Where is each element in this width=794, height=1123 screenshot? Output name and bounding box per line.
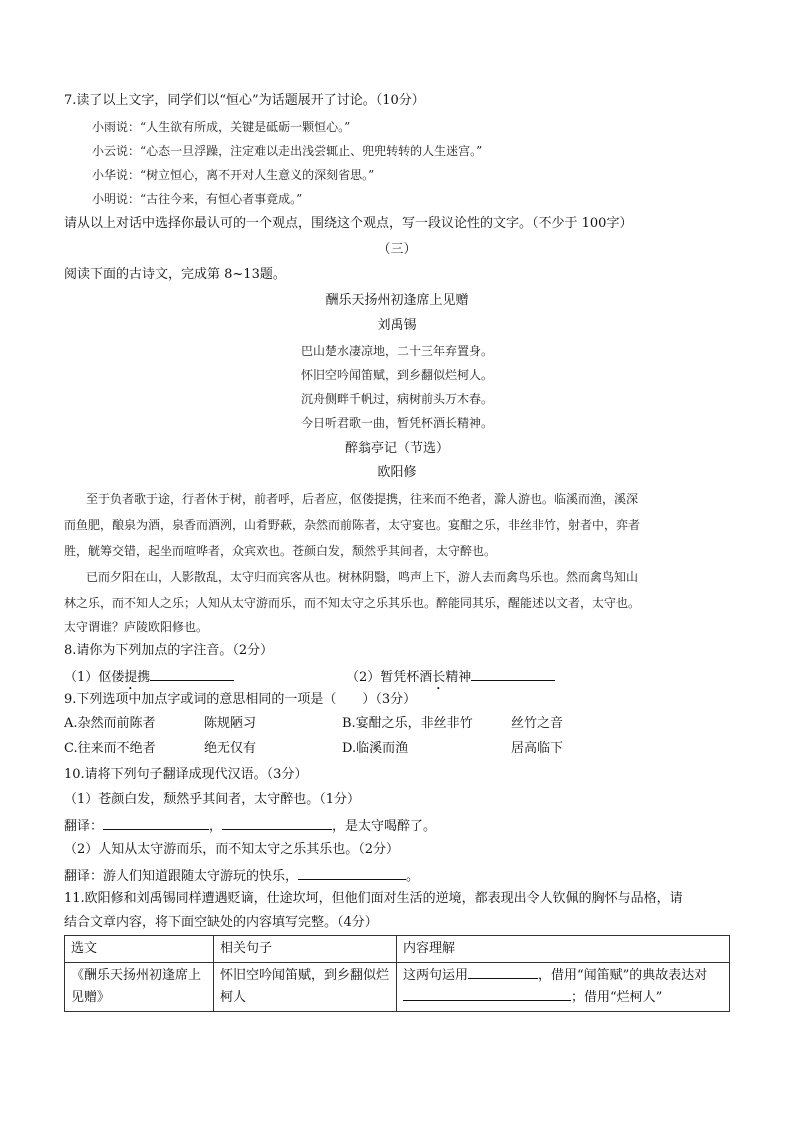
q11-table-row: [65, 963, 730, 1012]
q8-item1-suffix: 携: [137, 670, 151, 685]
q10-translation-1: [64, 816, 436, 836]
q11-header-sentence: 相关句子: [214, 936, 397, 963]
poem-line-1: 巴山楚水凄凉地，二十三年弃置身。: [300, 344, 493, 358]
q10-translation-2-label: 翻译：游人们知道跟随太守游玩的快乐，: [64, 869, 299, 884]
q11-answer-blank-2[interactable]: [403, 987, 571, 1001]
q11-row1-selection: 《酬乐天扬州初逢席上见赠》: [65, 963, 214, 1012]
q9-option-b-compare: 丝竹之音: [511, 716, 564, 731]
q10-sentence-1: （1）苍颜白发，颓然乎其间者，太守醉也。（1分）: [64, 792, 361, 807]
q10-stem: 10.请将下列句子翻译成现代汉语。（3分）: [64, 767, 308, 782]
q11-row1-text-b: ，借用“闻笛赋”的典故表达对: [538, 968, 708, 983]
q8-item-2: [346, 667, 555, 693]
prose-title: 醉翁亭记（节选）: [344, 441, 449, 456]
q9-option-a[interactable]: A.杂然而前陈者: [64, 716, 156, 731]
q10-translation-2-tail: 。: [406, 869, 420, 884]
q9-option-b[interactable]: B.宴酣之乐，非丝非竹: [342, 716, 473, 731]
q8-item2-prefix: （2）暂凭杯酒: [346, 670, 433, 685]
q8-item1-prefix: （1）伛偻: [64, 670, 125, 685]
q7-instruction: 请从以上对话中选择你最认可的一个观点，围绕这个观点，写一段议论性的文字。（不少于 100字）: [64, 216, 633, 231]
q11-row1-text-a: 这两句运用: [403, 968, 469, 983]
q10-answer-blank-1a[interactable]: [103, 816, 209, 830]
q11-answer-blank-1[interactable]: [468, 965, 538, 979]
q7-dialogue-4: 小明说：“古往今来，有恒心者事竟成。”: [92, 192, 303, 206]
q11-table-header-row: [65, 936, 730, 963]
q10-translation-1-comma: ，: [209, 819, 223, 834]
q11-row1-understanding: [397, 963, 730, 1012]
prose-author: 欧阳修: [377, 465, 417, 480]
q10-answer-blank-2[interactable]: [298, 866, 406, 880]
q11-header-selection: 选文: [65, 936, 214, 963]
q11-stem-line-1: 11.欧阳修和刘禹锡同样遭遇贬谪，仕途坎坷，但他们面对生活的逆境，都表现出令人钦佩的胸怀与品格，请: [64, 891, 683, 906]
q10-translation-1-tail: ，是太守喝醉了。: [332, 819, 437, 834]
q10-sentence-2: （2）人知从太守游而乐，而不知太守之乐其乐也。（2分）: [64, 842, 400, 857]
poem-author: 刘禹锡: [377, 318, 417, 333]
prose-para1-line-2: 而鱼肥，酿泉为酒，泉香而酒洌，山肴野蔌，杂然而前陈者，太守宴也。宴酣之乐，非丝非竹，射者中，弈者: [64, 518, 641, 532]
q7-stem: 7.读了以上文字，同学们以“恒心”为话题展开了讨论。（10分）: [64, 93, 425, 108]
prose-para1-line-1: 至于负者歌于途，行者休于树，前者呼，后者应，伛偻提携，往来而不绝者，滁人游也。临溪而渔，溪深: [86, 492, 639, 506]
poem-title: 酬乐天扬州初逢席上见赠: [325, 293, 469, 308]
prose-para1-line-3: 胜，觥筹交错，起坐而喧哗者，众宾欢也。苍颜白发，颓然乎其间者，太守醉也。: [64, 544, 497, 558]
q7-dialogue-1: 小雨说：“人生欲有所成，关键是砥砺一颗恒心。”: [92, 120, 351, 134]
section-intro: 阅读下面的古诗文，完成第 8~13题。: [64, 267, 286, 282]
q9-option-d[interactable]: D.临溪而渔: [342, 741, 409, 756]
q8-item-1: [64, 667, 234, 693]
q10-translation-1-label: 翻译：: [64, 819, 104, 834]
poem-line-2: 怀旧空吟闻笛赋，到乡翻似烂柯人。: [300, 368, 493, 382]
q8-item2-suffix: 精神: [445, 670, 472, 685]
q7-dialogue-3: 小华说：“树立恒心，离不开对人生意义的深刻省思。”: [92, 168, 375, 182]
q8-item1-dotted: 提: [124, 670, 138, 685]
q9-option-c-compare: 绝无仅有: [204, 741, 257, 756]
q11-row1-text-c: ；借用“烂柯人”: [571, 990, 663, 1005]
q8-answer-blank-1[interactable]: [150, 667, 234, 681]
q11-row1-sentence: 怀旧空吟闻笛赋，到乡翻似烂柯人: [214, 963, 397, 1012]
poem-line-3: 沉舟侧畔千帆过，病树前头万木春。: [300, 392, 493, 406]
q9-option-d-compare: 居高临下: [511, 741, 564, 756]
prose-para2-line-1: 已而夕阳在山，人影散乱，太守归而宾客从也。树林阴翳，鸣声上下，游人去而禽鸟乐也。然而禽鸟知山: [86, 570, 639, 584]
q7-dialogue-2: 小云说：“心态一旦浮躁，注定难以走出浅尝辄止、兜兜转转的人生迷宫。”: [92, 144, 483, 158]
q9-stem: 9.下列选项中加点字或词的意思相同的一项是（ ）（3分）: [64, 692, 417, 707]
q11-header-understanding: 内容理解: [397, 936, 730, 963]
q11-stem-line-2: 结合文章内容，将下面空缺处的内容填写完整。（4分）: [64, 915, 378, 930]
q10-answer-blank-1b[interactable]: [222, 816, 332, 830]
q9-option-a-compare: 陈规陋习: [204, 716, 257, 731]
prose-para2-line-2: 林之乐，而不知人之乐；人知从太守游而乐，而不知太守之乐其乐也。醉能同其乐，醒能述以文者，太守也。: [64, 596, 641, 610]
q10-translation-2: [64, 866, 419, 886]
section-number: （三）: [377, 242, 417, 257]
poem-line-4: 今日听君歌一曲，暂凭杯酒长精神。: [300, 416, 493, 430]
q8-item2-dotted: 长: [432, 670, 446, 685]
q9-option-c[interactable]: C.往来而不绝者: [64, 741, 156, 756]
prose-para2-line-3: 太守谓谁？庐陵欧阳修也。: [64, 620, 209, 634]
q8-stem: 8.请你为下列加点的字注音。（2分）: [64, 643, 274, 658]
q8-answer-blank-2[interactable]: [471, 667, 555, 681]
q11-table: [64, 935, 730, 1012]
